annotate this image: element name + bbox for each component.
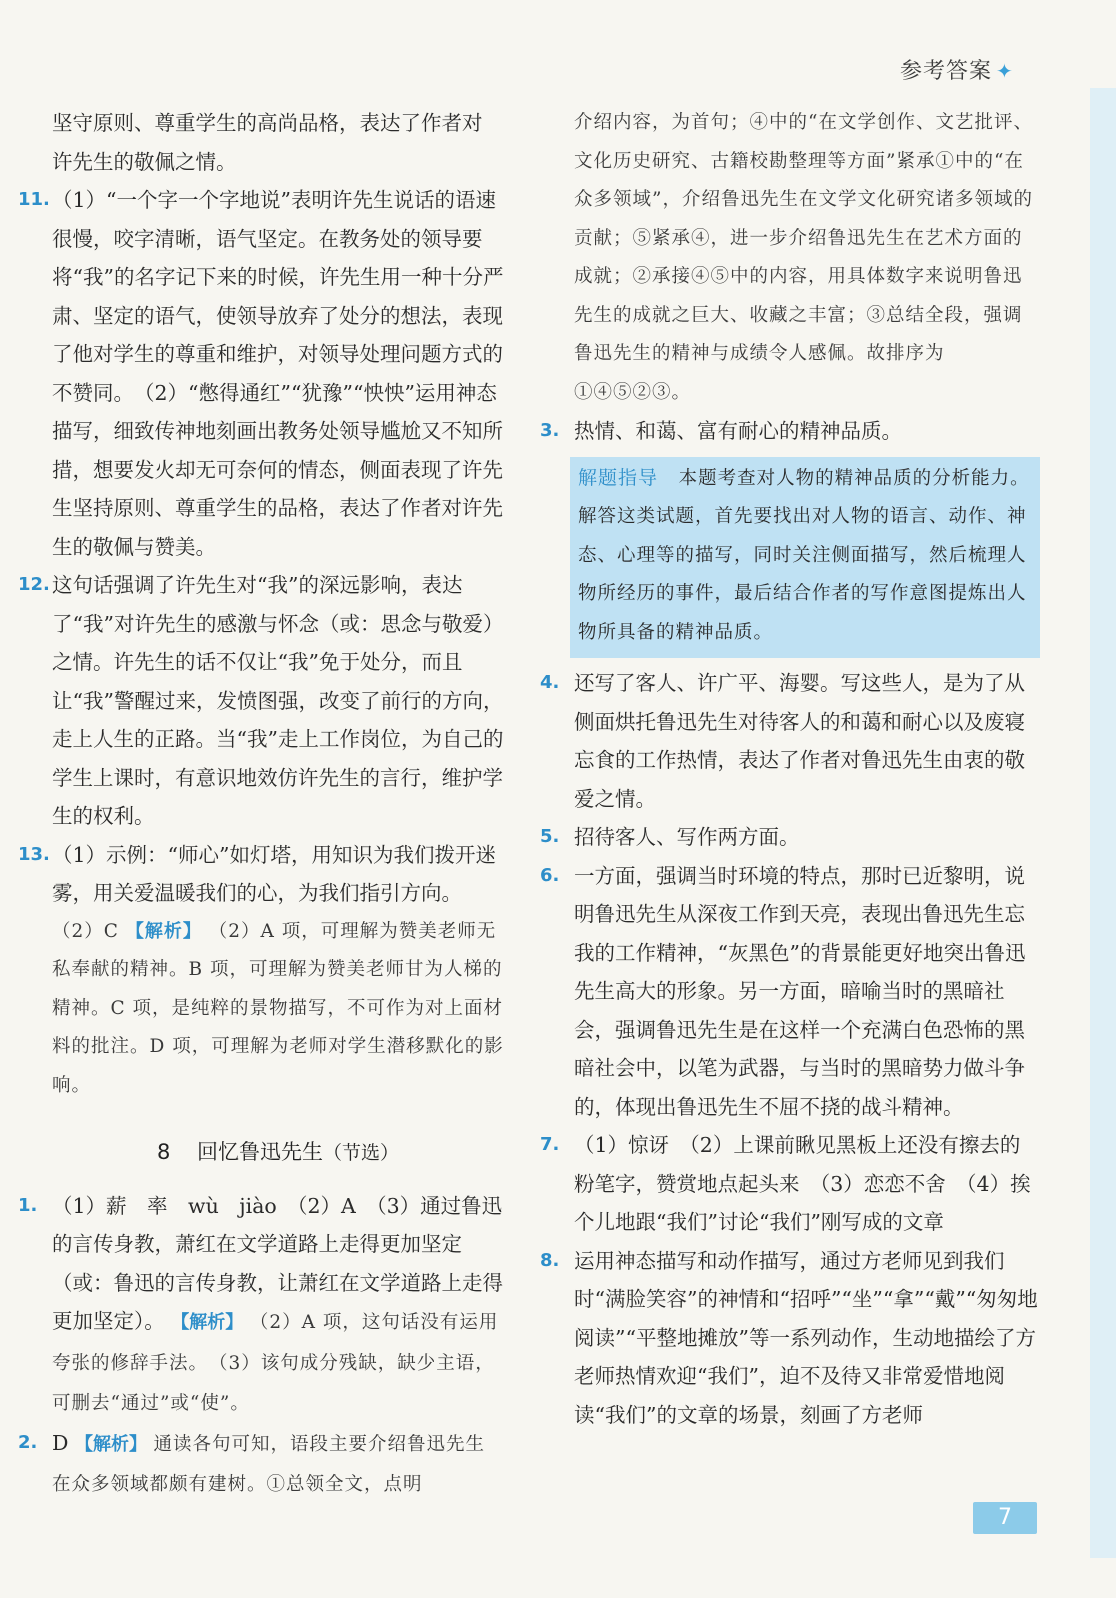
item-text: （1）示例：“师心”如灯塔，用知识为我们拨开迷雾，用关爱温暖我们的心，为我们指引方向。: [52, 842, 497, 905]
continued-analysis: 介绍内容，为首句；④中的“在文学创作、文艺批评、文化历史研究、古籍校勘整理等方面”紧承①中的“在众多领域”，介绍鲁迅先生在文学文化研究诸多领域的贡献；⑤紧承④，进一步介绍鲁迅先生在艺术方面的成就；②承接④⑤中的内容，用具体数字来说明鲁迅先生的成就之巨大、收藏之丰富；③总结全段，强调鲁迅先生的精神与成绩令人感佩。故排序为①④⑤②③。: [574, 112, 1033, 403]
guide-text: 本题考查对人物的精神品质的分析能力。解答这类试题，首先要找出对人物的语言、动作、神态、心理等的描写，同时关注侧面描写，然后梳理人物所经历的事件，最后结合作者的写作意图提炼出人物所具备的精神品质。: [578, 467, 1030, 643]
item-number: 13.: [18, 843, 50, 865]
item-text: 热情、和蔼、富有耐心的精神品质。: [574, 419, 902, 443]
intro-line: 坚守原则、尊重学生的高尚品格，表达了作者对: [52, 111, 483, 135]
item-text: （1）“一个字一个字地说”表明许先生说话的语速很慢，咬字清晰，语气坚定。在教务处的领导要将“我”的名字记下来的时候，许先生用一种十分严肃、坚定的语气，使领导放弃了处分的想法，表现了他对学生的尊重和维护，对领导处理问题方式的不赞同。 （2）“憋得通红”“犹豫”“怏怏”运用神态描写，细致传神地刻画出教务处领导尴尬又不知所措，想要发火却无可奈何的情态，侧面表现了许先生坚持原则、尊重学生的品格，表达了作者对许先生的敬佩与赞美。: [52, 188, 504, 559]
item-number: 4.: [540, 672, 560, 693]
item-text: （1）薪 率 wù jiào （2）A （3）通过鲁迅的言传身教，萧红在文学道路上走得更加坚定（或：鲁迅的言传身教，让萧红在文学道路上走得更加坚定）。: [52, 1193, 503, 1333]
guide-tag: 解题指导: [578, 466, 659, 489]
item-analysis: [52, 913, 504, 1106]
solution-guide-box: [570, 457, 1040, 659]
page-number: 7: [973, 1502, 1037, 1534]
section-subtitle: （节选）: [323, 1142, 400, 1164]
item-number: 8.: [540, 1249, 560, 1271]
section-title: [18, 1133, 504, 1173]
analysis-text: （2）A 项，可理解为赞美老师无私奉献的精神。B 项，可理解为赞美老师甘为人梯的精神。C 项，是纯粹的景物描写，不可作为对上面材料的批注。D 项，可理解为老师对学生潜移默化的影响。: [52, 920, 504, 1096]
answer-item-1: [18, 1187, 504, 1424]
star-icon: ✦: [996, 59, 1014, 83]
answer-item-11: [18, 181, 504, 566]
item-text: 一方面，强调当时环境的特点，那时已近黎明，说明鲁迅先生从深夜工作到天亮，表现出鲁迅先生忘我的工作精神，“灰黑色”的背景能更好地突出鲁迅先生高大的形象。另一方面，暗喻当时的黑暗社会，强调鲁迅先生是在这样一个充满白色恐怖的黑暗社会中，以笔为武器，与当时的黑暗势力做斗争的，体现出鲁迅先生不屈不挠的战斗精神。: [574, 863, 1026, 1119]
item-number: 11.: [18, 189, 50, 210]
item-number: 2.: [18, 1431, 38, 1453]
answer-item-4: [540, 664, 1040, 818]
answer-item-12: [18, 566, 504, 836]
item-number: 5.: [540, 826, 560, 847]
item-text: 招待客人、写作两方面。: [574, 825, 800, 849]
item-text: （1）惊讶 （2）上课前瞅见黑板上还没有擦去的粉笔字，赞赏地点起头来 （3）恋恋不舍 （4）挨个儿地跟“我们”讨论“我们”刚写成的文章: [574, 1133, 1031, 1234]
answer-item-13: [18, 836, 504, 1106]
section-heading: 回忆鲁迅先生: [197, 1140, 324, 1164]
answer-choice: （2）C: [52, 920, 119, 942]
intro-paragraph: [18, 104, 504, 181]
answer-item-2: [18, 1424, 504, 1505]
intro-line: 许先生的敬佩之情。: [52, 149, 237, 174]
analysis-text: （2）A 项，这句话没有运用夸张的修辞手法。 （3）该句成分残缺，缺少主语，可删去“通过”或“使”。: [52, 1312, 499, 1414]
item-number: 6.: [540, 864, 560, 886]
analysis-tag: 【解析】: [171, 1312, 244, 1333]
analysis-tag: 【解析】: [74, 1433, 147, 1455]
item-number: 7.: [540, 1134, 560, 1155]
answer-item-7: [540, 1126, 1040, 1242]
answer-item-3: [540, 412, 1040, 451]
side-tab-strip: [1090, 88, 1116, 1558]
answer-item-6: [540, 857, 1040, 1127]
answer-item-8: [540, 1242, 1040, 1435]
item-text: D: [52, 1430, 69, 1455]
analysis-text: 通读各句可知，语段主要介绍鲁迅先生在众多领域都颇有建树。①总领全文，点明: [52, 1433, 486, 1495]
header-title: 参考答案: [900, 59, 993, 84]
item-text: 运用神态描写和动作描写，通过方老师见到我们时“满脸笑容”的神情和“招呼”“坐”“拿”“戴”“匆匆地阅读”“平整地摊放”等一系列动作，生动地描绘了方老师热情欢迎“我们”，迫不及待又非常爱惜地阅读“我们”的文章的场景，刻画了方老师: [574, 1248, 1038, 1427]
item-number: 3.: [540, 420, 560, 441]
item-number: 1.: [18, 1194, 38, 1216]
answer-item-5: [540, 818, 1040, 857]
item-text: 还写了客人、许广平、海婴。写这些人，是为了从侧面烘托鲁迅先生对待客人的和蔼和耐心以及废寝忘食的工作热情，表达了作者对鲁迅先生由衷的敬爱之情。: [574, 671, 1025, 811]
item-text: 这句话强调了许先生对“我”的深远影响，表达了“我”对许先生的感激与怀念（或：思念与敬爱）之情。许先生的话不仅让“我”免于处分，而且让“我”警醒过来，发愤图强，改变了前行的方向，走上人生的正路。当“我”走上工作岗位，为自己的学生上课时，有意识地效仿许先生的言行，维护学生的权利。: [52, 573, 504, 828]
right-column: [540, 104, 1040, 1434]
section-number: 8: [156, 1140, 171, 1164]
page-header: [900, 54, 1060, 88]
item-number: 12.: [18, 574, 50, 595]
left-column: [18, 104, 504, 1505]
analysis-tag: 【解析】: [125, 920, 202, 942]
